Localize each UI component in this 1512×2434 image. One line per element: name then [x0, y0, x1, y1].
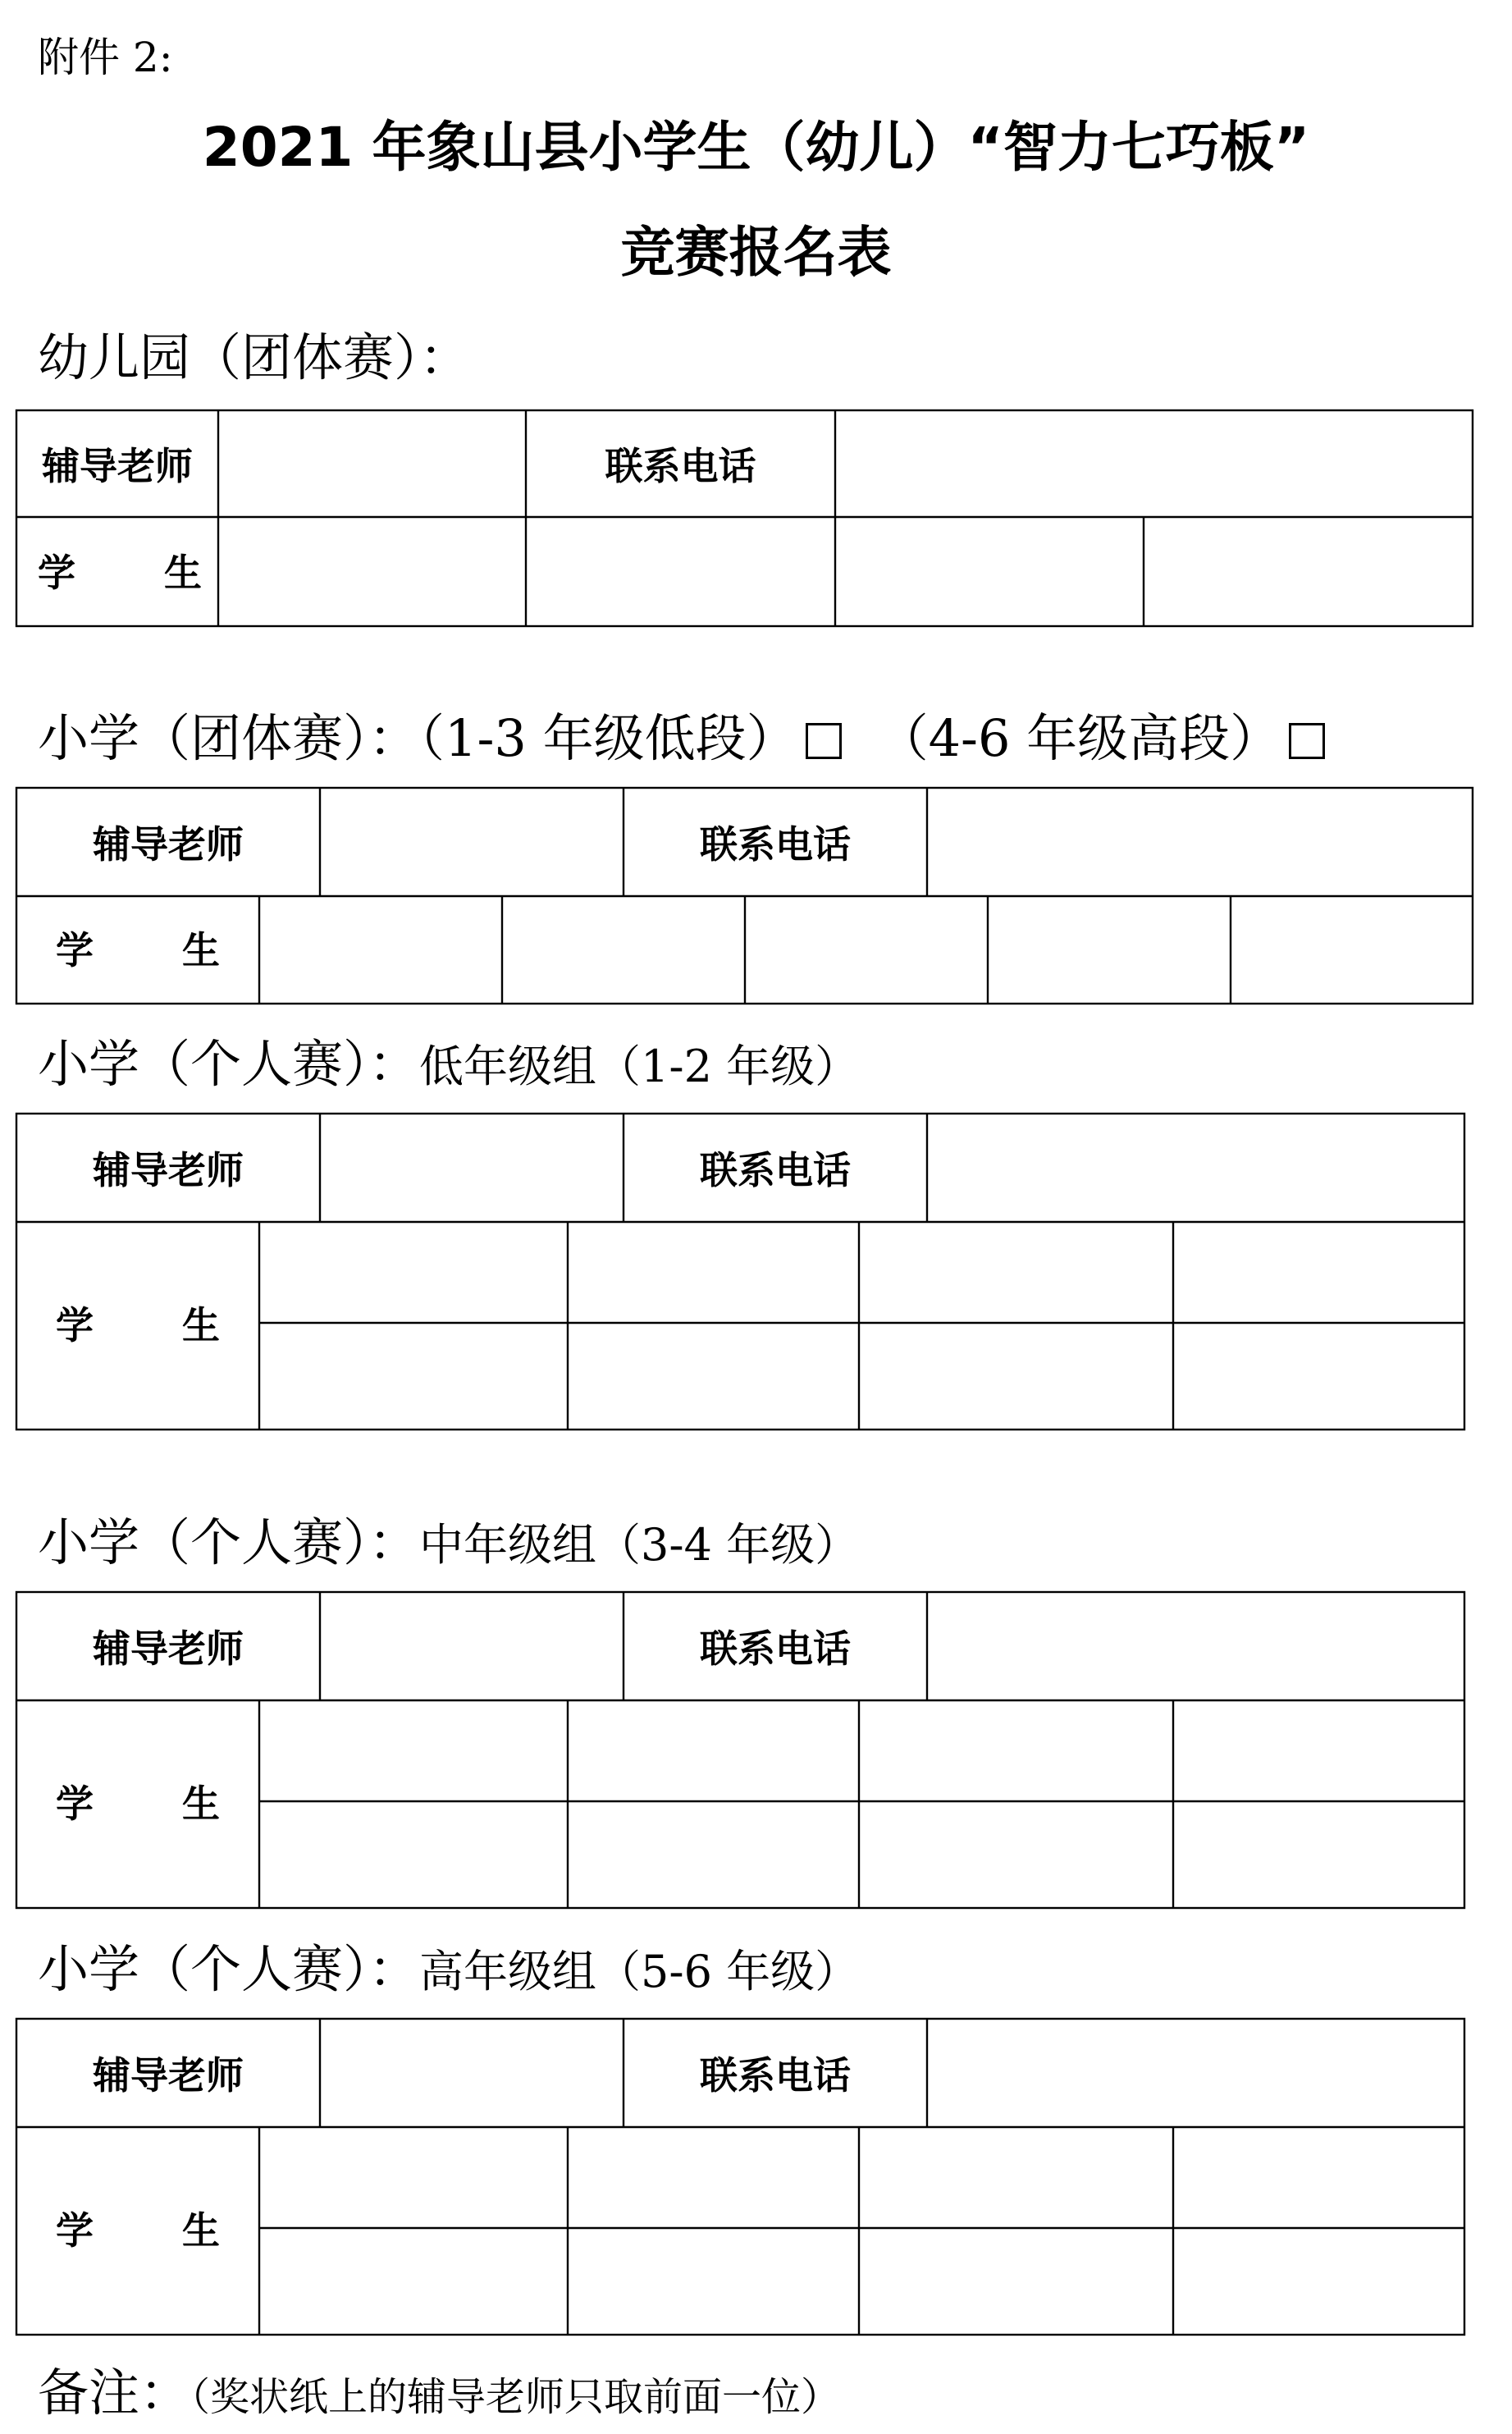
- high-grade-option-label: （4-6 年级高段）: [877, 708, 1281, 768]
- primary-high-phone-field[interactable]: [927, 2019, 1464, 2127]
- student-label-char-2: 生: [182, 928, 220, 972]
- section-heading-primary-low-label: 小学（个人赛）：: [38, 1034, 420, 1094]
- student-label-char-2: 生: [182, 1782, 220, 1826]
- primary-mid-teacher-label: 辅导老师: [93, 1626, 244, 1671]
- footnote-text: （奖状纸上的辅导老师只取前面一位）: [190, 2374, 841, 2420]
- primary-team-teacher-label: 辅导老师: [93, 822, 244, 867]
- primary-mid-student-label: [56, 1781, 220, 1827]
- section-heading-primary-mid-sub: 中年级组（3-4 年级）: [419, 1519, 860, 1571]
- low-grade-option-label: （1-3 年级低段）: [419, 708, 797, 768]
- student-label-char-2: 生: [164, 551, 202, 595]
- section-heading-primary-mid-label: 小学（个人赛）：: [38, 1512, 420, 1572]
- student-label-char-1: 学: [56, 1782, 94, 1826]
- page-title-line1: 2021 年象山县小学生（幼儿）“智力七巧板”: [202, 116, 1310, 179]
- primary-low-student-label: [56, 1302, 220, 1348]
- student-label-char-2: 生: [182, 1303, 220, 1347]
- primary-low-teacher-field[interactable]: [320, 1114, 624, 1222]
- primary-team-teacher-field[interactable]: [320, 788, 624, 896]
- section-heading-primary-high-sub: 高年级组（5-6 年级）: [419, 1946, 860, 1997]
- student-label-char-1: 学: [56, 2208, 94, 2253]
- section-heading-kindergarten: 幼儿园（团体赛）：: [38, 327, 471, 387]
- kindergarten-teacher-label: 辅导老师: [42, 444, 193, 488]
- primary-high-teacher-field[interactable]: [320, 2019, 624, 2127]
- primary-high-teacher-label: 辅导老师: [93, 2053, 244, 2098]
- footnote: [38, 2362, 840, 2428]
- primary-mid-teacher-field[interactable]: [320, 1592, 624, 1700]
- primary-mid-phone-field[interactable]: [927, 1592, 1464, 1700]
- kindergarten-phone-field[interactable]: [835, 410, 1473, 517]
- primary-low-phone-field[interactable]: [927, 1114, 1464, 1222]
- section-heading-primary-low-sub: 低年级组（1-2 年级）: [419, 1041, 860, 1092]
- primary-team-student-label: [56, 927, 220, 973]
- kindergarten-phone-label: 联系电话: [605, 444, 756, 488]
- primary-mid-phone-label: 联系电话: [700, 1626, 851, 1671]
- primary-team-phone-label: 联系电话: [700, 822, 851, 867]
- attachment-label: 附件 2:: [38, 34, 173, 81]
- primary-high-student-label: [56, 2208, 220, 2253]
- primary-low-teacher-label: 辅导老师: [93, 1148, 244, 1192]
- kindergarten-student-label: [38, 550, 202, 596]
- primary-low-phone-label: 联系电话: [700, 1148, 851, 1192]
- student-label-char-2: 生: [182, 2208, 220, 2253]
- footnote-label: 备注：: [38, 2363, 191, 2423]
- primary-team-phone-field[interactable]: [927, 788, 1473, 896]
- student-label-char-1: 学: [38, 551, 75, 595]
- student-label-char-1: 学: [56, 1303, 94, 1347]
- section-heading-primary-team-label: 小学（团体赛）：: [38, 708, 420, 768]
- student-label-char-1: 学: [56, 928, 94, 972]
- page-title-line2: 竞赛报名表: [620, 221, 892, 284]
- section-heading-primary-high-label: 小学（个人赛）：: [38, 1939, 420, 1999]
- primary-high-phone-label: 联系电话: [700, 2053, 851, 2098]
- kindergarten-teacher-field[interactable]: [218, 410, 526, 517]
